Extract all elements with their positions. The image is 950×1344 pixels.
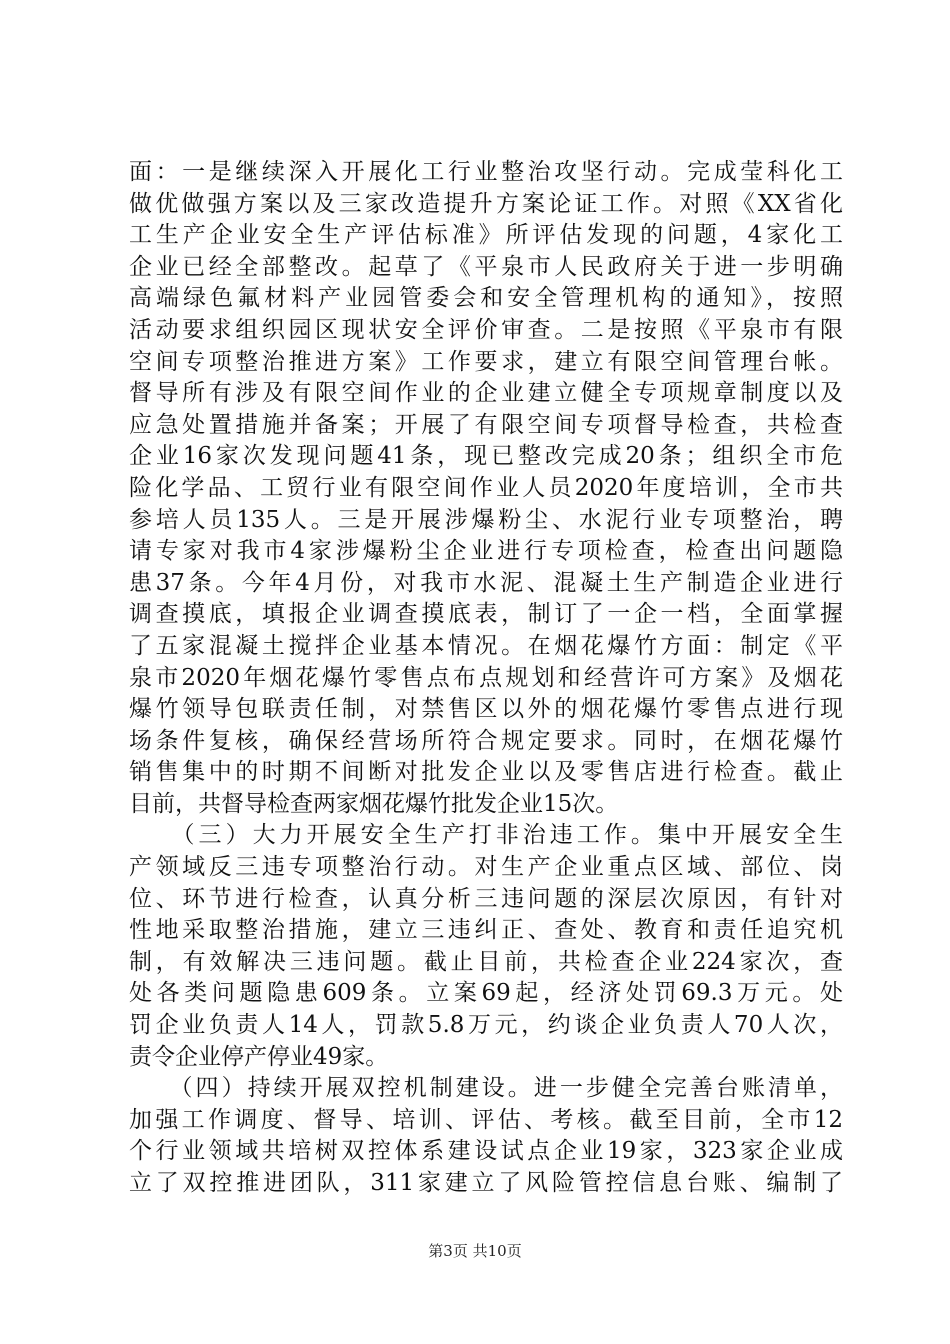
text-line: 高端绿色氟材料产业园管委会和安全管理机构的通知》，按照 [129, 285, 843, 312]
text-line: 爆竹领导包联责任制，对禁售区以外的烟花爆竹零售点进行现 [129, 696, 843, 723]
text-line: 患37条。今年4月份，对我市水泥、混凝土生产制造企业进行 [129, 569, 843, 596]
text-line: 处各类问题隐患609条。立案69起，经济处罚69.3万元。处 [129, 980, 843, 1007]
text-line: 场条件复核，确保经营场所符合规定要求。同时，在烟花爆竹 [129, 727, 843, 754]
text-line: 工生产企业安全生产评估标准》所评估发现的问题，4家化工 [129, 222, 843, 249]
text-line: 请专家对我市4家涉爆粉尘企业进行专项检查，检查出问题隐 [129, 538, 843, 565]
text-line: 面：一是继续深入开展化工行业整治攻坚行动。完成莹科化工 [129, 159, 843, 185]
text-line: 销售集中的时期不间断对批发企业以及零售店进行检查。截止 [129, 759, 843, 786]
text-line: （四）持续开展双控机制建设。进一步健全完善台账清单， [129, 1075, 843, 1102]
text-line: 责令企业停产停业49家。 [129, 1043, 389, 1070]
text-line: 性地采取整治措施，建立三违纠正、查处、教育和责任追究机 [129, 917, 843, 944]
text-line: 参培人员135人。三是开展涉爆粉尘、水泥行业专项整治，聘 [129, 506, 843, 533]
text-line: 活动要求组织园区现状安全评价审查。二是按照《平泉市有限 [129, 316, 843, 343]
text-line: 做优做强方案以及三家改造提升方案论证工作。对照《XX省化 [129, 190, 843, 217]
text-line: 空间专项整治推进方案》工作要求，建立有限空间管理台帐。 [129, 348, 843, 375]
text-line: 督导所有涉及有限空间作业的企业建立健全专项规章制度以及 [129, 380, 843, 407]
text-line: 立了双控推进团队，311家建立了风险管控信息台账、编制了 [129, 1170, 843, 1196]
text-line: 位、环节进行检查，认真分析三违问题的深层次原因，有针对 [129, 885, 843, 912]
text-line: 个行业领域共培树双控体系建设试点企业19家，323家企业成 [129, 1138, 843, 1165]
text-line: 调查摸底，填报企业调查摸底表，制订了一企一档，全面掌握 [129, 601, 843, 628]
text-line: 企业已经全部整改。起草了《平泉市人民政府关于进一步明确 [129, 253, 843, 280]
text-line: 企业16家次发现问题41条，现已整改完成20条；组织全市危 [129, 443, 843, 470]
text-line: 泉市2020年烟花爆竹零售点布点规划和经营许可方案》及烟花 [129, 664, 843, 691]
text-line: 险化学品、工贸行业有限空间作业人员2020年度培训，全市共 [129, 474, 843, 501]
text-line: 产领域反三违专项整治行动。对生产企业重点区域、部位、岗 [129, 854, 843, 881]
text-line: 目前，共督导检查两家烟花爆竹批发企业15次。 [129, 790, 619, 817]
text-line: 了五家混凝土搅拌企业基本情况。在烟花爆竹方面：制定《平 [129, 632, 843, 659]
text-line: （三）大力开展安全生产打非治违工作。集中开展安全生 [129, 822, 843, 849]
text-line: 罚企业负责人14人，罚款5.8万元，约谈企业负责人70人次， [129, 1012, 843, 1039]
document-body [129, 157, 843, 1200]
page-footer: 第3页 共10页 [428, 1242, 522, 1260]
text-line: 制，有效解决三违问题。截止目前，共检查企业224家次，查 [129, 948, 843, 975]
text-line: 加强工作调度、督导、培训、评估、考核。截至目前，全市12 [129, 1106, 843, 1133]
text-line: 应急处置措施并备案；开展了有限空间专项督导检查，共检查 [129, 411, 843, 438]
